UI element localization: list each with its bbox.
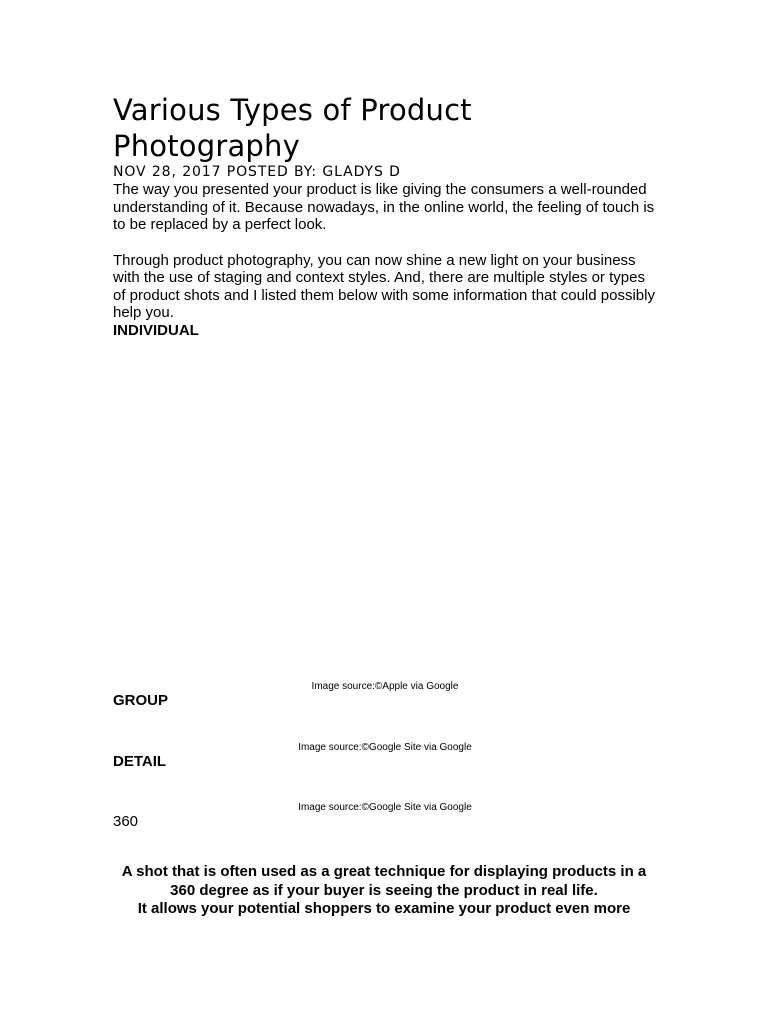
image-caption-detail: Image source:©Google Site via Google — [298, 802, 472, 813]
intro-paragraph: The way you presented your product is like giving the consumers a well-rounded understanding of it. Because nowadays, in the online world, the feeling of touch is to be replaced by a perfect look. — [113, 181, 655, 233]
closing-paragraph — [113, 863, 655, 919]
image-caption-individual: Image source:©Apple via Google — [311, 681, 459, 692]
post-meta: NOV 28, 2017 POSTED BY: GLADYS D — [113, 164, 401, 180]
article-body — [113, 92, 657, 340]
section-heading-individual: INDIVIDUAL — [113, 321, 199, 339]
page-title — [113, 92, 657, 164]
paragraph-spacer — [113, 234, 657, 252]
closing-line-3: It allows your potential shoppers to examine your product even more — [137, 900, 631, 917]
closing-line-1: A shot that is often used as a great technique for displaying products in a — [121, 863, 647, 880]
section-heading-group: GROUP — [113, 692, 169, 709]
section-heading-360: 360 — [113, 813, 139, 830]
second-paragraph: Through product photography, you can now shine a new light on your business with the use of staging and context styles. And, there are multiple styles or types of product shots and I listed them below with some information that could possibly help you. — [113, 251, 655, 321]
section-heading-detail: DETAIL — [113, 753, 167, 770]
image-caption-group: Image source:©Google Site via Google — [298, 742, 472, 753]
page-title-line-1: Various Types of Product — [113, 93, 472, 127]
closing-line-2: 360 degree as if your buyer is seeing the product in real life. — [170, 881, 598, 899]
page-title-line-2: Photography — [113, 129, 300, 163]
